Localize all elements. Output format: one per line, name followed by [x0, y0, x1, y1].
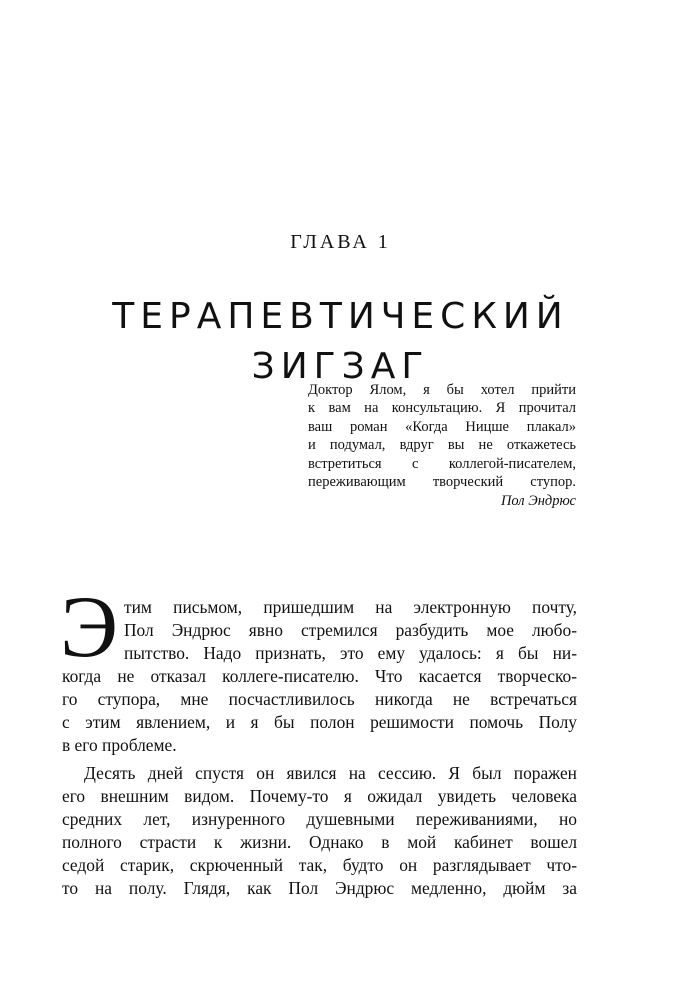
epigraph-line: Доктор Ялом, я бы хотел прийти: [308, 382, 576, 398]
text-line: когда не отказал коллеге-писателю. Что касается творческо-: [62, 666, 577, 686]
text-line: в его проблеме.: [62, 735, 177, 755]
text-line: пытство. Надо признать, это ему удалось: я бы ни-: [124, 643, 577, 663]
text-line: тим письмом, пришедшим на электронную почту,: [124, 597, 577, 617]
epigraph-line: ваш роман «Когда Ницше плакал»: [308, 418, 576, 435]
drop-cap: Э: [60, 579, 119, 676]
text-line: Пол Эндрюс явно стремился разбудить мое любо-: [124, 620, 577, 640]
text-line: седой старик, скрюченный так, будто он разглядывает что-: [62, 855, 577, 875]
chapter-label: ГЛАВА 1: [290, 231, 391, 253]
epigraph-line: и подумал, вдруг вы не откажетесь: [308, 437, 576, 454]
paragraph: [62, 596, 577, 757]
body-text: [60, 579, 577, 900]
chapter-title-line: ЗИГЗАГ: [251, 346, 430, 388]
epigraph-author: Пол Эндрюс: [500, 493, 576, 510]
text-line: полного страсти к жизни. Однако в мой кабинет вошел: [62, 832, 577, 852]
text-line: с этим явлением, и я бы полон решимости помочь Полу: [62, 712, 577, 732]
text-line: средних лет, изнуренного душевными переживаниями, но: [62, 809, 577, 829]
text-line: то на полу. Глядя, как Пол Эндрюс медленно, дюйм за: [62, 878, 577, 898]
text-line: Десять дней спустя он явился на сессию. Я был поражен: [84, 763, 577, 783]
chapter-title: [0, 292, 681, 392]
text-line: его внешним видом. Почему-то я ожидал увидеть человека: [62, 786, 577, 806]
epigraph: [308, 381, 576, 511]
epigraph-line: к вам на консультацию. Я прочитал: [308, 400, 576, 417]
epigraph-line: переживающим творческий ступор.: [308, 474, 576, 491]
epigraph-line: встретиться с коллегой-писателем,: [308, 455, 576, 472]
text-line: го ступора, мне посчастливилось никогда не встречаться: [62, 689, 577, 709]
chapter-title-line: ТЕРАПЕВТИЧЕСКИЙ: [112, 296, 569, 338]
paragraph: [62, 762, 577, 900]
